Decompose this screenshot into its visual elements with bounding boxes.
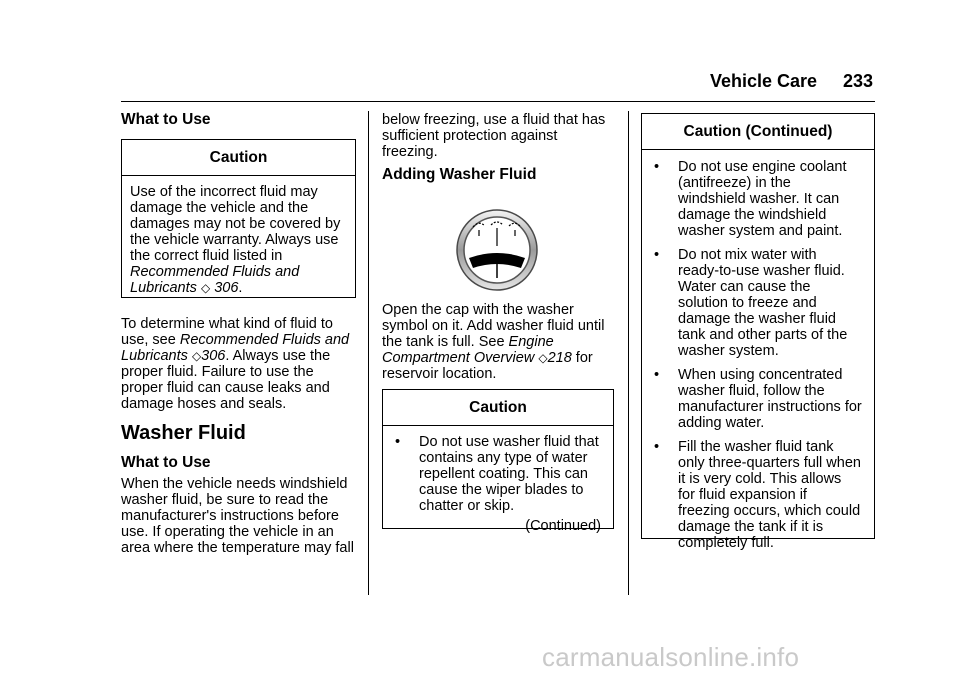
caution-line: damages may not be covered by bbox=[130, 216, 341, 232]
cross-reference-link[interactable]: Recommended Fluids and bbox=[179, 332, 350, 348]
paragraph-text: use, see bbox=[121, 332, 180, 348]
bullet-line: washer fluid, follow the bbox=[678, 383, 825, 399]
bullet-line: chatter or skip. bbox=[419, 498, 515, 514]
paragraph-line: use. If operating the vehicle in an bbox=[121, 524, 334, 540]
cross-reference-link[interactable]: Compartment Overview bbox=[382, 350, 535, 366]
bullet-icon: • bbox=[395, 434, 401, 450]
bullet-line: solution to freeze and bbox=[678, 295, 817, 311]
paragraph-line: area where the temperature may fall bbox=[121, 540, 354, 556]
bullet-line: only three-quarters full when bbox=[678, 455, 861, 471]
watermark: carmanualsonline.info bbox=[542, 642, 800, 672]
cross-reference-link[interactable]: Engine bbox=[508, 334, 554, 350]
caution-title: Caution bbox=[383, 390, 613, 426]
bullet-line: tank and other parts of the bbox=[678, 327, 848, 343]
bullet-line: When using concentrated bbox=[678, 367, 843, 383]
column-divider-left bbox=[368, 111, 369, 595]
bullet-line: damage the tank if it is bbox=[678, 519, 824, 535]
paragraph-line: sufficient protection against bbox=[382, 128, 558, 144]
bullet-line: windshield washer. It can bbox=[678, 191, 840, 207]
paragraph-line: proper fluid. Failure to use the bbox=[121, 364, 314, 380]
cross-reference-link[interactable]: Recommended Fluids and bbox=[130, 264, 300, 280]
bullet-line: contains any type of water bbox=[419, 450, 588, 466]
bullet-icon: • bbox=[654, 159, 660, 175]
cross-reference-page[interactable]: 218 bbox=[547, 350, 572, 366]
caution-line: Use of the incorrect fluid may bbox=[130, 184, 318, 200]
what-to-use-heading-2: What to Use bbox=[121, 454, 211, 471]
paragraph-line: washer fluid, be sure to read the bbox=[121, 492, 329, 508]
bullet-line: Do not mix water with bbox=[678, 247, 817, 263]
paragraph-text: for bbox=[571, 350, 593, 366]
bullet-icon: • bbox=[654, 367, 660, 383]
bullet-line: washer system and paint. bbox=[678, 223, 843, 239]
bullet-line: it is very cold. This allows bbox=[678, 471, 842, 487]
xref-arrow-icon: ◇ bbox=[538, 351, 548, 365]
freezing-paragraph bbox=[382, 112, 618, 160]
bullet-line: for fluid expansion if bbox=[678, 487, 807, 503]
bullet-icon: • bbox=[654, 247, 660, 263]
bullet-icon: • bbox=[654, 439, 660, 455]
column-divider-right bbox=[628, 111, 629, 595]
bullet-line: adding water. bbox=[678, 415, 765, 431]
fluid-type-paragraph bbox=[121, 316, 357, 412]
paragraph-line: proper fluid can cause leaks and bbox=[121, 380, 330, 396]
caution-line: damage the vehicle and the bbox=[130, 200, 309, 216]
punctuation: . bbox=[238, 280, 243, 296]
paragraph-text: . Always use the bbox=[225, 348, 331, 364]
bullet-line: manufacturer instructions for bbox=[678, 399, 862, 415]
what-to-use-heading: What to Use bbox=[121, 111, 211, 128]
washer-fluid-paragraph bbox=[121, 476, 357, 556]
adding-washer-fluid-heading: Adding Washer Fluid bbox=[382, 166, 537, 183]
paragraph-text: the tank is full. See bbox=[382, 334, 509, 350]
caution-bullet bbox=[654, 367, 862, 431]
cross-reference-page[interactable]: 306 bbox=[201, 348, 226, 364]
caution-box-water-repellent bbox=[382, 389, 614, 534]
paragraph-line: damage hoses and seals. bbox=[121, 396, 287, 412]
caution-line: the vehicle warranty. Always use bbox=[130, 232, 339, 248]
caution-box-continued bbox=[641, 113, 875, 551]
washer-fluid-heading: Washer Fluid bbox=[121, 422, 246, 444]
bullet-line: Fill the washer fluid tank bbox=[678, 439, 834, 455]
cross-reference-page[interactable]: 306 bbox=[214, 280, 239, 296]
washer-fluid-symbol-icon bbox=[455, 208, 539, 292]
xref-arrow-icon: ◇ bbox=[191, 349, 202, 363]
bullet-line: ready-to-use washer fluid. bbox=[678, 263, 845, 279]
bullet-line: Water can cause the bbox=[678, 279, 811, 295]
bullet-line: washer system. bbox=[678, 343, 779, 359]
paragraph-line: Open the cap with the washer bbox=[382, 302, 574, 318]
bullet-line: damage the washer fluid bbox=[678, 311, 836, 327]
bullet-line: repellent coating. This can bbox=[419, 466, 589, 482]
continued-label: (Continued) bbox=[525, 518, 601, 534]
xref-arrow-icon: ◇ bbox=[200, 281, 211, 295]
caution-line: the correct fluid listed in bbox=[130, 248, 283, 264]
open-cap-paragraph bbox=[382, 302, 618, 382]
paragraph-line: When the vehicle needs windshield bbox=[121, 476, 348, 492]
bullet-line: freezing occurs, which could bbox=[678, 503, 861, 519]
paragraph-line: reservoir location. bbox=[382, 366, 497, 382]
paragraph-line: symbol on it. Add washer fluid until bbox=[382, 318, 605, 334]
caution-bullet bbox=[654, 439, 862, 551]
header-rule bbox=[121, 101, 875, 102]
bullet-line: completely full. bbox=[678, 535, 774, 551]
cross-reference-link[interactable]: Lubricants bbox=[130, 280, 197, 296]
bullet-line: damage the windshield bbox=[678, 207, 827, 223]
bullet-line: cause the wiper blades to bbox=[419, 482, 584, 498]
paragraph-line: manufacturer's instructions before bbox=[121, 508, 339, 524]
caution-title: Caution (Continued) bbox=[642, 114, 874, 150]
caution-bullet bbox=[395, 434, 601, 514]
header-title: Vehicle Care bbox=[710, 71, 818, 91]
caution-bullet bbox=[654, 159, 862, 239]
caution-title: Caution bbox=[122, 140, 355, 176]
paragraph-line: freezing. bbox=[382, 144, 438, 160]
caution-box-incorrect-fluid bbox=[121, 139, 356, 298]
caution-bullet bbox=[654, 247, 862, 359]
paragraph-line: below freezing, use a fluid that has bbox=[382, 112, 606, 128]
bullet-line: Do not use washer fluid that bbox=[419, 434, 599, 450]
paragraph-line: To determine what kind of fluid to bbox=[121, 316, 333, 332]
page-number: 233 bbox=[843, 71, 874, 91]
cross-reference-link[interactable]: Lubricants bbox=[121, 348, 188, 364]
bullet-line: Do not use engine coolant bbox=[678, 159, 847, 175]
bullet-line: (antifreeze) in the bbox=[678, 175, 791, 191]
